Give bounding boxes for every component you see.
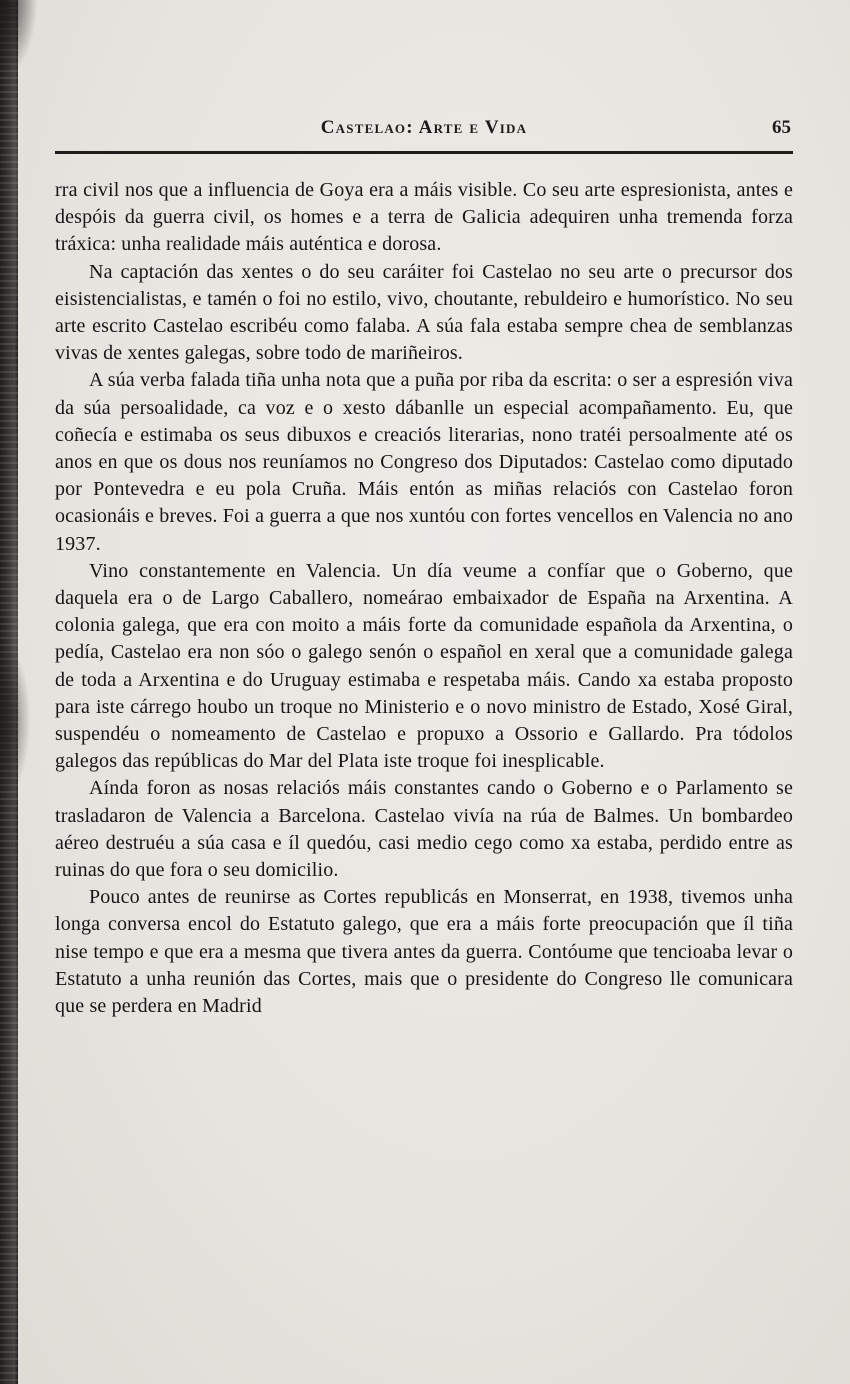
page-header — [55, 112, 793, 144]
body-paragraph-2: Na captación das xentes o do seu caráiter foi Castelao no seu arte o precursor dos eisistencialistas, e tamén o foi no estilo, vivo, choutante, rebuldeiro e humorístico. No seu arte escrito Castelao escribéu como falaba. A súa fala estaba sempre chea de semblanzas vivas de xentes galegas, sobre todo de mariñeiros. — [55, 260, 793, 365]
page-title: Castelao: Arte e Vida — [320, 117, 528, 138]
body-paragraph-4: Vino constantemente en Valencia. Un día veume a confíar que o Goberno, que daquela era o de Largo Caballero, nomeárao embaixador de España na Arxentina. A colonia galega, que era con moito a máis forte da comunidade española da Arxentina, o pedía, Castelao era non sóo o galego senón o español en xeral que a comunidade galega de toda a Arxentina e do Uruguay estimaba e respetaba máis. Cando xa estaba proposto para iste cárrego houbo un troque no Ministerio e o novo ministro de Estado, Xosé Giral, suspendéu o nomeamento de Castelao e propuxo a Ossorio e Gallardo. Pra tódolos galegos das repúblicas do Mar del Plata iste troque foi inesplicable. — [55, 559, 793, 773]
binding-edge — [0, 0, 18, 1384]
body-paragraph-1: rra civil nos que a influencia de Goya era a máis visible. Co seu arte espresionista, antes e despóis da guerra civil, os homes e a terra de Galicia adequiren unha tremenda forza tráxica: unha realidade máis auténtica e dorosa. — [55, 179, 793, 256]
header-rule — [55, 151, 793, 154]
body-paragraph-3: A súa verba falada tiña unha nota que a puña por riba da escrita: o ser a espresión viva da súa persoalidade, ca voz e o xesto dábanlle un especial acompañamento. Eu, que coñecía e estimaba os seus dibuxos e creaciós literarias, nono tratéi persoalmente até os anos en que os dous nos reuníamos no Congreso dos Diputados: Castelao como diputado por Pontevedra e eu pola Cruña. Máis entón as miñas relaciós con Castelao foron ocasionáis e breves. Foi a guerra a que nos xuntóu con fortes vencellos en Valencia no ano 1937. — [55, 369, 793, 555]
body-paragraph-6: Pouco antes de reunirse as Cortes republicás en Monserrat, en 1938, tivemos unha longa conversa encol do Estatuto galego, que era a máis forte preocupación que íl tiña nise tempo e que era a mesma que tivera antes da guerra. Contóume que tencioaba levar o Estatuto a unha reunión das Cortes, mais que o presidente do Congreso lle comunicara que se perdera en Madrid — [55, 886, 793, 1018]
page-number: 65 — [772, 117, 791, 138]
page-body — [55, 177, 793, 1020]
page-content — [55, 112, 793, 1020]
body-paragraph-5: Aínda foron as nosas relaciós máis constantes cando o Goberno e o Parlamento se trasladaron de Valencia a Barcelona. Castelao vivía na rúa de Balmes. Un bombardeo aéreo destruéu a súa casa e íl quedóu, casi medio cego como xa estaba, perdido entre as ruinas do que fora o seu domicilio. — [55, 777, 793, 882]
